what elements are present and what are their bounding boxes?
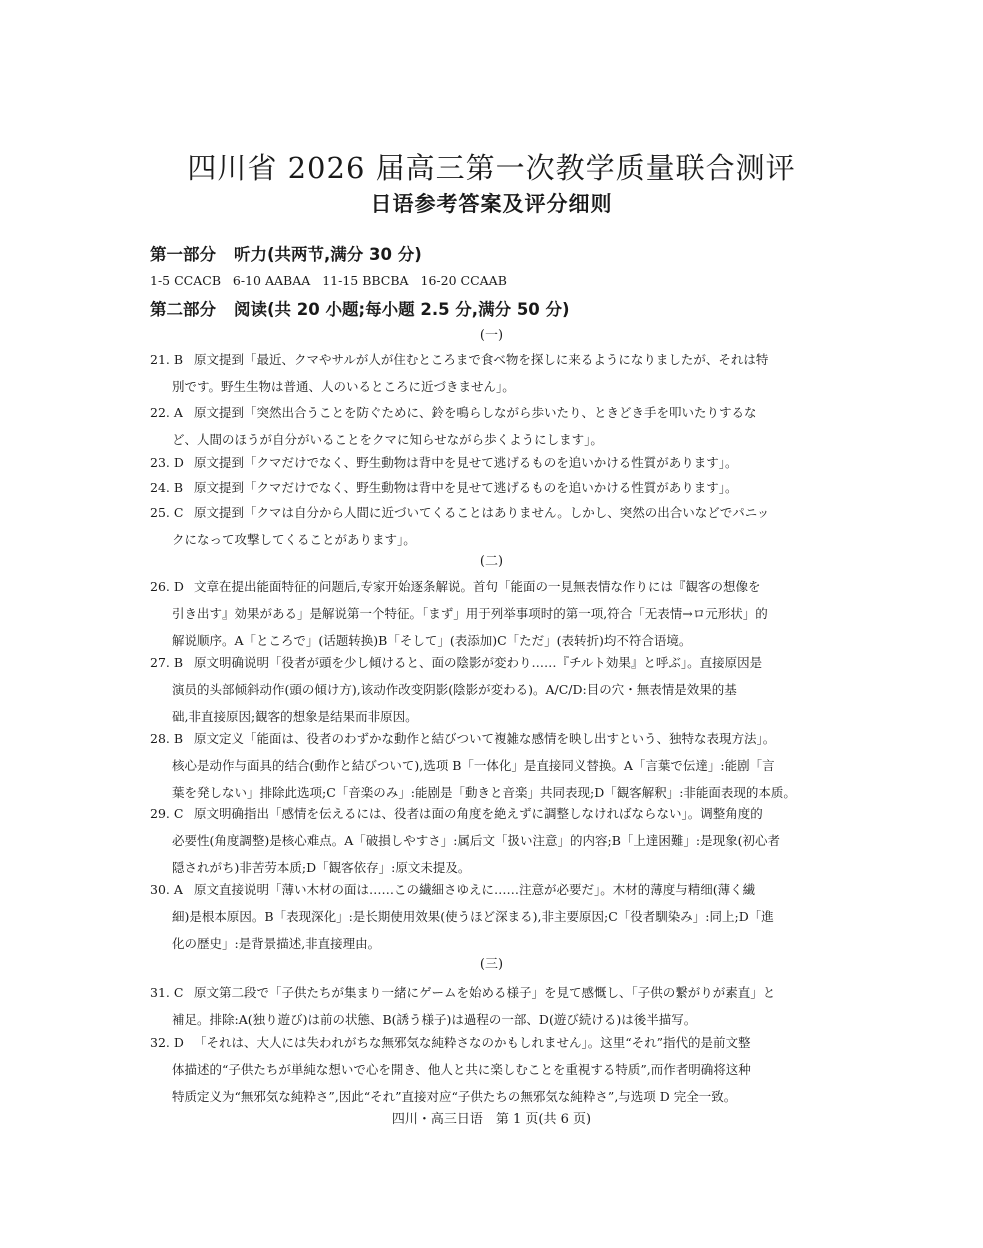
answer-number: 25. C: [150, 505, 184, 520]
answer-text: クになって攻撃してくることがあります」。: [172, 532, 416, 547]
answer-number: 30. A: [150, 882, 183, 897]
answer-number: 32. D: [150, 1035, 184, 1050]
answer-item-21: [150, 350, 835, 404]
answer-text: 原文提到「クマだけでなく、野生動物は背中を見せて逃げるものを追いかける性質があります」。: [194, 455, 738, 470]
part1-title: 第一部分: [150, 245, 216, 264]
answer-text: 細)是根本原因。B「表现深化」:是长期使用效果(使うほど深まる),非主要原因;C「役者馴染み」:同上;D「進: [172, 909, 774, 924]
answer-text: 原文提到「突然出合うことを防ぐために、鈴を鳴らしながら歩いたり、ときどき手を叩いたりするな: [194, 405, 757, 420]
answer-number: 28. B: [150, 731, 184, 746]
answer-item-22: [150, 403, 835, 457]
answer-text: 化の歴史」:是背景描述,非直接理由。: [172, 936, 381, 951]
group-label-2: (二): [479, 554, 504, 569]
answer-item-32: [150, 1033, 835, 1114]
part1-desc: 听力(共两节,满分 30 分): [234, 245, 422, 264]
page-subtitle: 日语参考答案及评分细则: [370, 192, 613, 216]
answer-number: 27. B: [150, 655, 184, 670]
answer-text: 础,非直接原因;観客的想象是结果而非原因。: [172, 709, 418, 724]
answer-number: 31. C: [150, 985, 184, 1000]
answer-number: 24. B: [150, 480, 184, 495]
answer-text: 原文明确指出「感情を伝えるには、役者は面の角度を絶えずに調整しなければならない」。调整角度的: [194, 806, 763, 821]
answer-item-28: [150, 729, 835, 810]
answer-text: 演员的头部倾斜动作(頭の傾け方),该动作改变阴影(陰影が変わる)。A/C/D:目の穴・無表情是效果的基: [172, 682, 737, 697]
answer-text: 原文定义「能面は、役者のわずかな動作と結びついて複雑な感情を映し出すという、独特な表現方法」。: [194, 731, 776, 746]
part2-heading: [150, 299, 870, 321]
page-footer: 四川・高三日语 第 1 页(共 6 页): [391, 1112, 592, 1127]
answer-text: 引き出す』効果がある」是解说第一个特征。「まず」用于列举事项时的第一项,符合「无表情→ロ元形状」的: [172, 606, 768, 621]
answer-text: 体描述的“子供たちが単純な想いで心を開き、他人と共に楽しむことを重視する特质”,而作者明确将这种: [172, 1062, 751, 1077]
group-label-1: (一): [479, 328, 504, 343]
answer-text: 必要性(角度調整)是核心难点。A「破損しやすさ」:属后文「扱い注意」的内容;B「上達困難」:是现象(初心者: [172, 833, 780, 848]
answer-text: 核心是动作与面具的结合(動作と結びついて),选项 B「一体化」是直接同义替换。A「言葉で伝達」:能剧「言: [172, 758, 775, 773]
answer-text: 原文明确说明「役者が頭を少し傾けると、面の陰影が変わり……『チルト効果』と呼ぶ」。直接原因是: [194, 655, 763, 670]
answer-item-25: [150, 503, 835, 557]
answer-text: 文章在提出能面特征的问题后,专家开始逐条解说。首句「能面の一見無表情な作りには『観客の想像を: [194, 579, 761, 594]
answer-text: 別です。野生生物は普通、人のいるところに近づきません」。: [172, 379, 515, 394]
answer-item-24: [150, 478, 835, 505]
answer-text: 原文直接说明「薄い木材の面は……この繊細さゆえに……注意が必要だ」。木材的薄度与精细(薄く繊: [194, 882, 756, 897]
answer-text: ど、人間のほうが自分がいることをクマに知らせながら歩くようにします」。: [172, 432, 603, 447]
page-title: 四川省 2026 届高三第一次教学质量联合测评: [187, 151, 796, 185]
answer-text: 原文提到「クマだけでなく、野生動物は背中を見せて逃げるものを追いかける性質があります」。: [194, 480, 738, 495]
answer-text: 原文提到「クマは自分から人間に近づいてくることはありません。しかし、突然の出合いなどでパニッ: [194, 505, 770, 520]
answer-text: 隠されがち)非苦劳本质;D「観客依存」:原文未提及。: [172, 860, 471, 875]
answer-item-27: [150, 653, 835, 734]
answer-text: 「それは、大人には失われがちな無邪気な純粋さなのかもしれません」。这里“それ”指代的是前文整: [194, 1035, 751, 1050]
answer-text: 原文提到「最近、クマやサルが人が住むところまで食べ物を探しに来るようになりましたが、それは特: [194, 352, 769, 367]
answer-item-23: [150, 453, 835, 480]
part1-answers: 1-5 CCACB 6-10 AABAA 11-15 BBCBA 16-20 CCAAB: [150, 273, 507, 288]
answer-number: 23. D: [150, 455, 184, 470]
answer-number: 21. B: [150, 352, 184, 367]
part2-desc: 阅读(共 20 小题;每小题 2.5 分,满分 50 分): [234, 300, 570, 319]
answer-number: 29. C: [150, 806, 184, 821]
answer-text: 原文第二段で「子供たちが集まり一緒にゲームを始める様子」を見て感慨し、「子供の繋がりが素直」と: [194, 985, 776, 1000]
group-label-3: (三): [479, 957, 504, 972]
answer-text: 葉を発しない」排除此选项;C「音楽のみ」:能剧是「動きと音楽」共同表现;D「観客解釈」:非能面表现的本质。: [172, 785, 796, 800]
answer-item-26: [150, 577, 835, 658]
answer-item-30: [150, 880, 835, 961]
answer-text: 解说顺序。A「ところで」(话题转换)B「そして」(表添加)C「ただ」(表转折)均不符合语境。: [172, 633, 692, 648]
answer-number: 22. A: [150, 405, 183, 420]
answer-text: 補足。排除:A(独り遊び)は前の状態、B(誘う様子)は過程の一部、D(遊び続ける)は後半描写。: [172, 1012, 697, 1027]
answer-item-31: [150, 983, 835, 1037]
part1-heading: [150, 244, 870, 266]
part2-title: 第二部分: [150, 300, 216, 319]
answer-item-29: [150, 804, 835, 885]
answer-text: 特质定义为“無邪気な純粋さ”,因此“それ”直接对应“子供たちの無邪気な純粋さ”,与选项 D 完全一致。: [172, 1089, 737, 1104]
answer-number: 26. D: [150, 579, 184, 594]
